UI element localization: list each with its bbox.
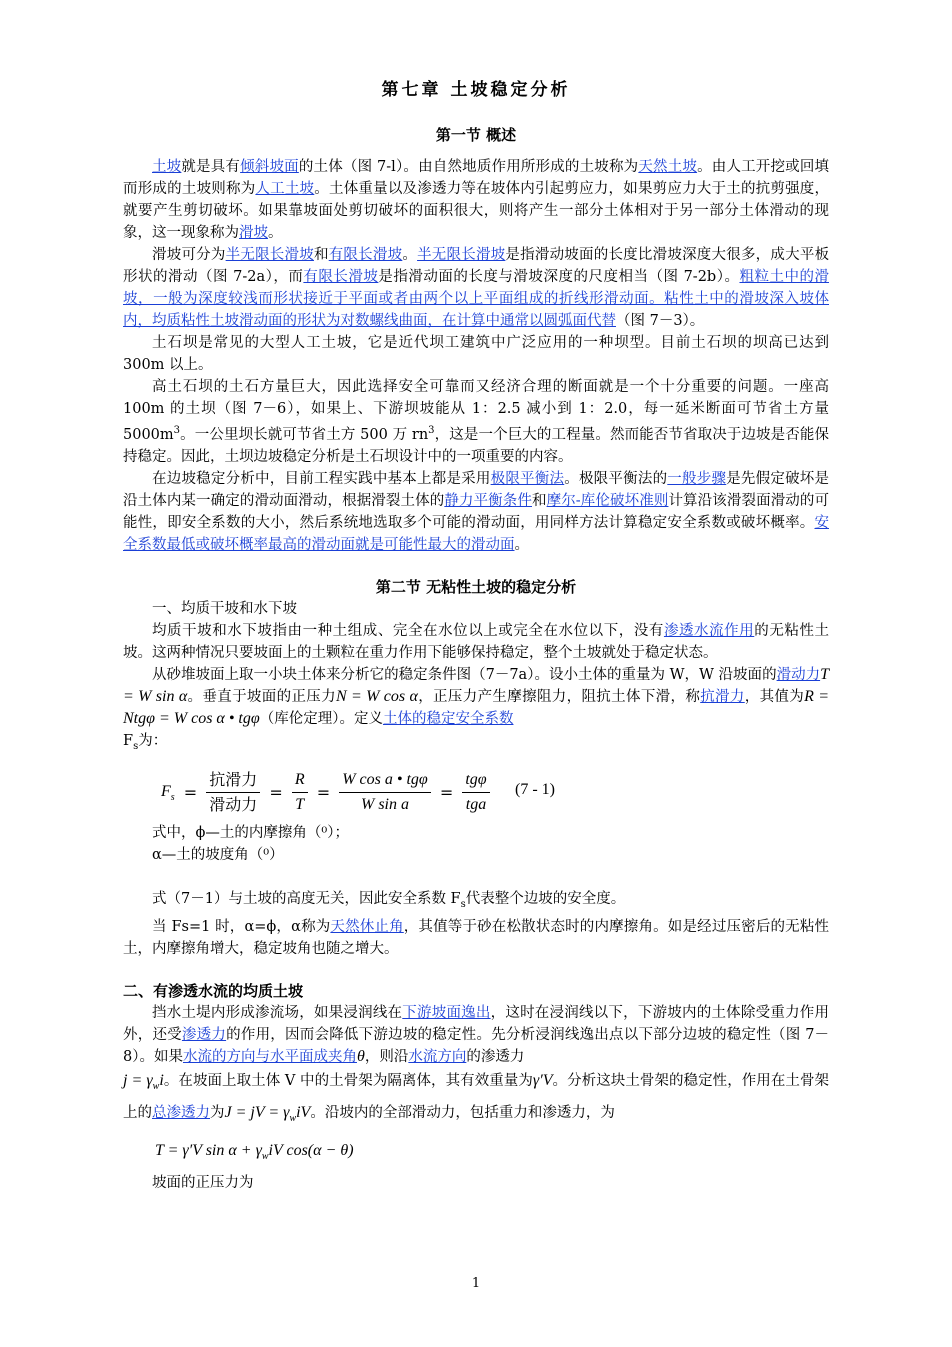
link[interactable]: 有限长滑坡 [303,269,379,285]
subheading: 一、均质干坡和水下坡 [152,600,297,617]
chapter-title: 第七章 土坡稳定分析 [381,80,571,100]
link[interactable]: 极限平衡法 [490,470,565,487]
fraction: $\frac{\text{tgφ}}{\text{tga}}$ [462,769,489,816]
paragraph: 式中，ϕ—土的内摩擦角（⁰）； [152,824,349,841]
subheading-bold: 二、有渗透水流的均质土坡 [123,981,304,1000]
page-number: 1 [471,1276,481,1291]
paragraph: $j = \gamma_wi$。在坡面上取土体 V 中的土骨架为隔离体，其有效重量为γ′V。分析这块土骨架的稳定性，作用在土骨架上的总渗透力为J = jV = $\gamma_wiV$。沿坡内的全部滑动力，包括重力和渗透力，为 [123,1071,830,1124]
paragraph: 土坡就是具有倾斜坡面的土体（图 7-l）。由自然地质作用所形成的土坡称为天然土坡。由人工开挖或回填而形成的土坡则称为人工土坡。土体重量以及渗透力等在坡体内引起剪应力，如果剪应力大于土的抗剪强度，就要产生剪切破坏。如果靠坡面处剪切破坏的面积很大，则将产生一部分土体相对于另一部分土体滑动的现象，这一现象称为滑坡。 [123,159,830,241]
link[interactable]: 一般步骤 [667,470,727,487]
equation-7-1 [123,764,829,822]
link[interactable]: 土坡 [152,159,182,175]
paragraph: 式（7－1）与土坡的高度无关，因此安全系数 $F_s$代表整个边坡的安全度。 [152,890,626,910]
fraction: $\frac{\text{抗滑力}}{\text{滑动力}}$ [206,769,260,816]
link[interactable]: 渗透力 [181,1026,227,1043]
link[interactable]: 天然土坡 [638,159,698,175]
link[interactable]: 半无限长滑坡 [225,247,314,263]
paragraph: 从砂堆坡面上取一小块土体来分析它的稳定条件图（7－7a）。设小土体的重量为 W，W 沿坡面的滑动力T = W sin α。垂直于坡面的正压力N = W cos α，正压力产生摩擦阻力，阻抗土体下滑，称抗滑力，其值为R = Ntgφ = W cos α • tgφ（库伦定理）。定义土体的稳定安全系数 [123,665,830,727]
link[interactable]: 摩尔-库伦破坏准则 [546,492,669,509]
math-inline: T = W sin α [123,665,829,705]
paragraph: 挡水土堤内形成渗流场，如果浸润线在下游坡面逸出，这时在浸润线以下，下游坡内的土体除受重力作用外，还受渗透力的作用，因而会降低下游边坡的稳定性。先分析浸润线逸出点以下部分边坡的稳定性（图 7－8）。如果水流的方向与水平面成夹角θ，则沿水流方向的渗透力 [123,1004,830,1065]
equation-lhs: $F_s$ [161,782,175,803]
link[interactable]: 天然休止角 [330,918,404,935]
equation-number: (7 - 1) [515,780,555,798]
link[interactable]: 土体的稳定安全系数 [382,710,514,727]
paragraph: 滑坡可分为半无限长滑坡和有限长滑坡。半无限长滑坡是指滑动坡面的长度比滑坡深度大很多，成大平板形状的滑动（图 7-2a），而有限长滑坡是指滑动面的长度与滑坡深度的尺度相当（图 7-2b）。粗粒土中的滑坡，一般为深度较浅而形状接近于平面或者由两个以上平面组成的折线形滑动面。粘性土中的滑坡深入坡体内，均质粘性土坡滑动面的形状为对数螺线曲面，在计算中通常以圆弧面代替（图 7－3）。 [123,247,830,329]
paragraph: $F_s$为： [123,732,168,752]
section-title: 第二节 无粘性土坡的稳定分析 [375,577,577,596]
equation-body: $F_s$ = $\frac{\text{抗滑力}}{\text{滑动力}}$ = $\frac{R}{T}$ = $\frac{\text{W cos a • tgφ}}{\text{W sin a}}$ = $\frac{\text{tgφ}}{\text{tga}}$ [161,764,490,822]
paragraph: α—土的坡度角（⁰） [152,846,284,863]
link[interactable]: 下游坡面逸出 [402,1004,491,1021]
link[interactable]: 滑动力 [776,666,821,683]
link[interactable]: 抗滑力 [700,688,745,705]
paragraph: 土石坝是常见的大型人工土坡，它是近代坝工建筑中广泛应用的一种坝型。目前土石坝的坝高已达到 300m 以上。 [123,335,829,373]
link[interactable]: 渗透水流作用 [663,622,755,639]
link[interactable]: 人工土坡 [255,181,315,197]
math-inline: N = W cos α [335,687,418,705]
link[interactable]: 有限长滑坡 [328,247,403,263]
paragraph: 当 Fs=1 时，α=ϕ，α称为天然休止角，其值等于砂在松散状态时的内摩擦角。如是经过压密后的无粘性土，内摩擦角增大，稳定坡角也随之增大。 [123,918,830,957]
equation-T: T = γ′V $\sin \alpha + \gamma_wiV$ cos(α − θ) [155,1141,354,1163]
paragraph: 在边坡稳定分析中，目前工程实践中基本上都是采用极限平衡法。极限平衡法的一般步骤是先假定破坏是沿土体内某一确定的滑动面滑动，根据滑裂土体的静力平衡条件和摩尔-库伦破坏准则计算沿该滑裂面滑动的可能性，即安全系数的大小，然后系统地选取多个可能的滑动面，用同样方法计算稳定安全系数或破坏概率。安全系数最低或破坏概率最高的滑动面就是可能性最大的滑动面。 [123,470,830,553]
paragraph: 均质干坡和水下坡指由一种土组成、完全在水位以上或完全在水位以下，没有渗透水流作用的无粘性土坡。这两种情况只要坡面上的土颗粒在重力作用下能够保持稳定，整个土坡就处于稳定状态。 [123,622,830,661]
math-inline: γ′V [532,1071,553,1089]
math-inline: R = Ntgφ = W cos α • tgφ [123,687,830,727]
link[interactable]: 半无限长滑坡 [417,247,506,263]
link[interactable]: 水流方向 [408,1048,467,1065]
link[interactable]: 静力平衡条件 [444,492,532,509]
link[interactable]: 安全系数最低或破坏概率最高的滑动面就是可能性最大的滑动面 [123,514,829,553]
paragraph: 坡面的正压力为 [152,1175,254,1192]
math-inline: $j = \gamma_wi$ [123,1071,164,1092]
fraction: $\frac{R}{T}$ [292,769,308,816]
link[interactable]: 总渗透力 [152,1104,210,1121]
section-title: 第一节 概述 [435,126,517,144]
fraction: $\frac{\text{W cos a • tgφ}}{\text{W sin a}}$ [339,769,431,816]
math-inline: J = jV = $\gamma_wiV$ [224,1103,311,1124]
link[interactable]: 粗粒土中的滑坡，一般为深度较浅而形状接近于平面或者由两个以上平面组成的折线形滑动面。粘性土中的滑坡深入坡体内，均质粘性土坡滑动面的形状为对数螺线曲面，在计算中通常以圆弧面代替 [123,269,829,329]
link[interactable]: 滑坡 [239,225,268,241]
page-content [123,78,829,1194]
link[interactable]: 倾斜坡面 [240,159,299,175]
paragraph: 高土石坝的土石方量巨大，因此选择安全可靠而又经济合理的断面就是一个十分重要的问题。一座高 100m 的土坝（图 7－6），如果上、下游坝坡能从 1：2.5 减小到 1：2.0，每一延米断面可节省土方量 $5000m^3$。一公里坝长就可节省土方 500 万 $rn^3$，这是一个巨大的工程量。然而能否节省取决于边坡是否能保持稳定。因此，土坝边坡稳定分析是土石坝设计中的一项重要的内容。 [123,379,829,465]
link[interactable]: 水流的方向与水平面成夹角 [182,1048,357,1065]
